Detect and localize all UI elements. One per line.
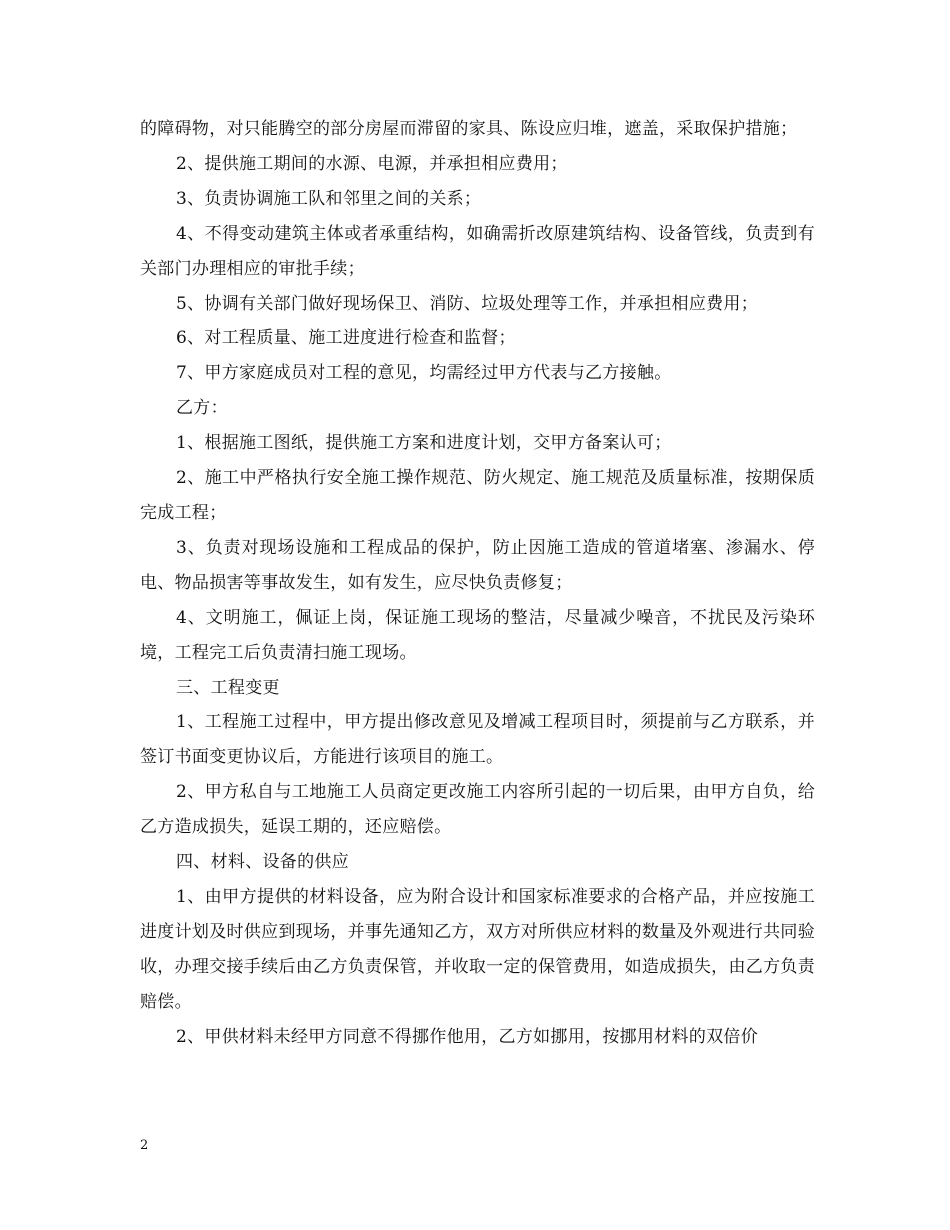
paragraph-item: 1、由甲方提供的材料设备，应为附合设计和国家标准要求的合格产品，并应按施工进度计划及时供应到现场，并事先通知乙方，双方对所供应材料的数量及外观进行共同验收，办理交接手续后由乙方负责保管，并收取一定的保管费用，如造成损失，由乙方负责赔偿。 xyxy=(140,886,815,1012)
section-heading: 四、材料、设备的供应 xyxy=(176,852,349,873)
paragraph-item: 2、施工中严格执行安全施工操作规范、防火规定、施工规范及质量标准，按期保质完成工程； xyxy=(140,468,815,523)
party-heading: 乙方： xyxy=(176,398,228,419)
section-heading: 三、工程变更 xyxy=(176,677,280,698)
paragraph-item: 3、负责协调施工队和邻里之间的关系； xyxy=(176,188,482,209)
document-body xyxy=(140,112,815,1054)
paragraph-item: 5、协调有关部门做好现场保卫、消防、垃圾处理等工作，并承担相应费用； xyxy=(176,293,759,314)
paragraph-item: 1、工程施工过程中，甲方提出修改意见及增减工程项目时，须提前与乙方联系，并签订书面变更协议后，方能进行该项目的施工。 xyxy=(140,712,815,768)
paragraph-item: 2、提供施工期间的水源、电源，并承担相应费用； xyxy=(176,153,568,174)
paragraph-item: 4、文明施工，佩证上岗，保证施工现场的整洁，尽量减少噪音，不扰民及污染环境，工程完工后负责清扫施工现场。 xyxy=(140,607,815,663)
paragraph-item: 2、甲供材料未经甲方同意不得挪作他用，乙方如挪用，按挪用材料的双倍价 xyxy=(176,1026,759,1047)
paragraph-continuation: 的障碍物，对只能腾空的部分房屋而滞留的家具、陈设应归堆，遮盖，采取保护措施； xyxy=(140,119,798,139)
page-number: 2 xyxy=(140,1138,149,1153)
paragraph-item: 2、甲方私自与工地施工人员商定更改施工内容所引起的一切后果，由甲方自负，给乙方造成损失，延误工期的，还应赔偿。 xyxy=(140,782,815,838)
paragraph-item: 1、根据施工图纸，提供施工方案和进度计划，交甲方备案认可； xyxy=(176,433,672,454)
paragraph-item: 4、不得变动建筑主体或者承重结构，如确需折改原建筑结构、设备管线，负责到有关部门办理相应的审批手续； xyxy=(140,223,815,279)
paragraph-item: 3、负责对现场设施和工程成品的保护，防止因施工造成的管道堵塞、渗漏水、停电、物品损害等事故发生，如有发生，应尽快负责修复； xyxy=(140,537,815,593)
paragraph-item: 6、对工程质量、施工进度进行检查和监督； xyxy=(176,328,516,349)
paragraph-item: 7、甲方家庭成员对工程的意见，均需经过甲方代表与乙方接触。 xyxy=(176,363,672,384)
